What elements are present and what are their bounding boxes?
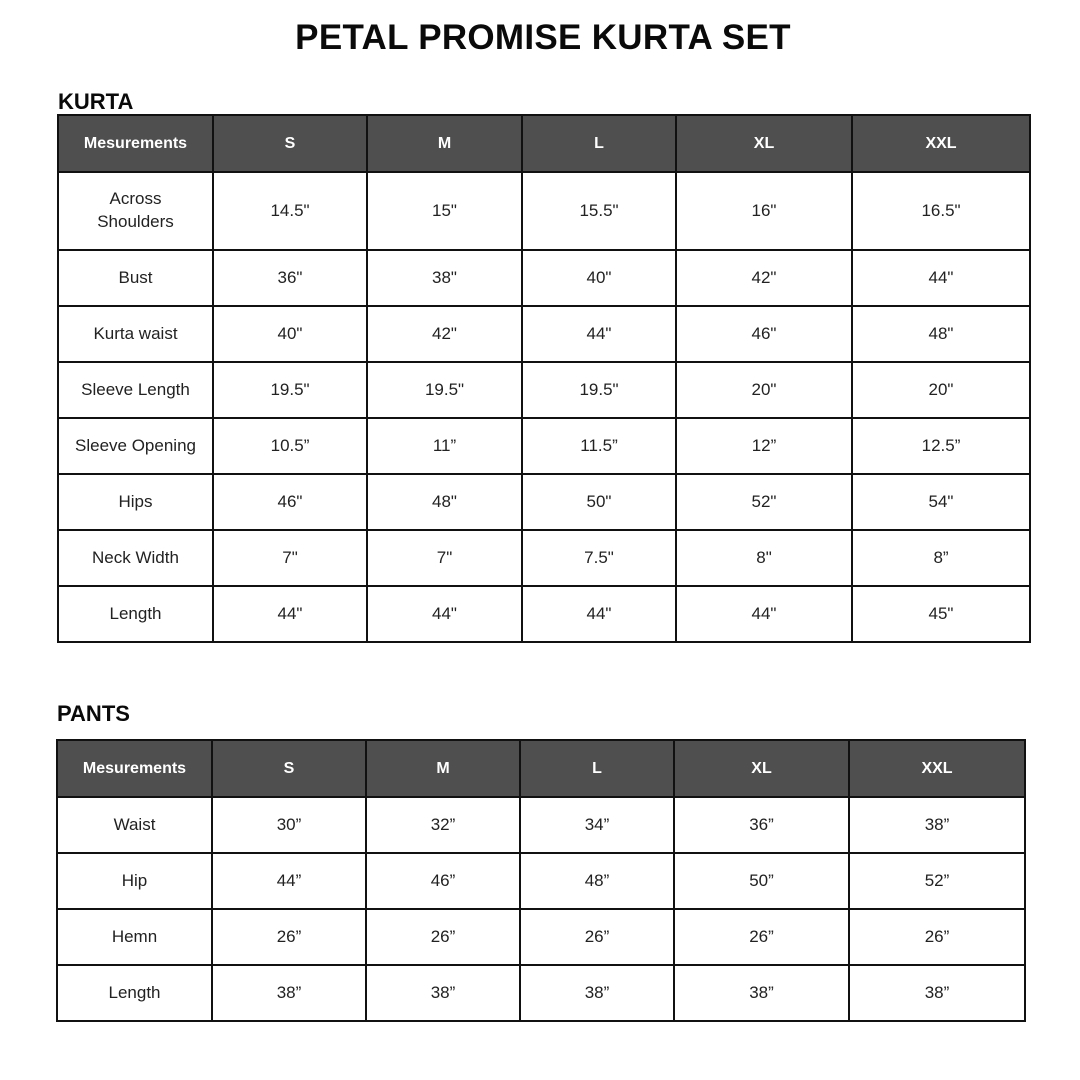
size-value-cell: 20" (852, 362, 1030, 418)
size-value-cell: 38” (849, 965, 1025, 1021)
measurement-column-header: Mesurements (57, 740, 212, 797)
size-value-cell: 19.5" (367, 362, 522, 418)
size-value-cell: 34” (520, 797, 674, 853)
size-value-cell: 42" (367, 306, 522, 362)
size-value-cell: 7" (367, 530, 522, 586)
size-value-cell: 12” (676, 418, 852, 474)
size-value-cell: 38” (366, 965, 520, 1021)
size-value-cell: 48” (520, 853, 674, 909)
kurta-header-row (58, 115, 1030, 172)
size-value-cell: 26” (520, 909, 674, 965)
size-value-cell: 26” (674, 909, 849, 965)
table-row (58, 172, 1030, 250)
table-row (57, 853, 1025, 909)
size-value-cell: 10.5” (213, 418, 367, 474)
size-value-cell: 26” (849, 909, 1025, 965)
table-row (58, 474, 1030, 530)
measurement-name-cell: Across Shoulders (58, 172, 213, 250)
measurement-name-cell: Hemn (57, 909, 212, 965)
size-value-cell: 38” (520, 965, 674, 1021)
size-column-header: M (366, 740, 520, 797)
pants-size-table (56, 739, 1026, 1022)
measurement-name-cell: Hip (57, 853, 212, 909)
size-column-header: XXL (852, 115, 1030, 172)
size-value-cell: 16" (676, 172, 852, 250)
pants-section-label: PANTS (57, 701, 130, 726)
size-column-header: XXL (849, 740, 1025, 797)
size-value-cell: 54" (852, 474, 1030, 530)
table-row (58, 530, 1030, 586)
size-value-cell: 46" (213, 474, 367, 530)
size-value-cell: 52” (849, 853, 1025, 909)
size-value-cell: 15" (367, 172, 522, 250)
table-row (58, 306, 1030, 362)
size-value-cell: 38" (367, 250, 522, 306)
size-value-cell: 44" (852, 250, 1030, 306)
table-row (57, 965, 1025, 1021)
measurement-name-cell: Kurta waist (58, 306, 213, 362)
size-value-cell: 8" (676, 530, 852, 586)
size-value-cell: 26” (212, 909, 366, 965)
size-value-cell: 8” (852, 530, 1030, 586)
measurement-name-cell: Waist (57, 797, 212, 853)
measurement-column-header: Mesurements (58, 115, 213, 172)
size-value-cell: 20" (676, 362, 852, 418)
pants-header-row (57, 740, 1025, 797)
size-value-cell: 44" (676, 586, 852, 642)
size-column-header: L (520, 740, 674, 797)
measurement-name-cell: Length (58, 586, 213, 642)
kurta-size-table (57, 114, 1031, 643)
table-row (58, 586, 1030, 642)
size-column-header: XL (674, 740, 849, 797)
size-value-cell: 32” (366, 797, 520, 853)
measurement-name-cell: Sleeve Length (58, 362, 213, 418)
table-row (58, 250, 1030, 306)
size-value-cell: 12.5” (852, 418, 1030, 474)
size-column-header: XL (676, 115, 852, 172)
page-title: PETAL PROMISE KURTA SET (295, 18, 791, 57)
size-value-cell: 30” (212, 797, 366, 853)
size-value-cell: 14.5" (213, 172, 367, 250)
size-value-cell: 50” (674, 853, 849, 909)
size-value-cell: 36" (213, 250, 367, 306)
size-value-cell: 44" (367, 586, 522, 642)
size-value-cell: 7" (213, 530, 367, 586)
table-row (57, 909, 1025, 965)
size-value-cell: 38” (849, 797, 1025, 853)
size-value-cell: 48" (852, 306, 1030, 362)
size-value-cell: 38” (212, 965, 366, 1021)
size-value-cell: 11.5” (522, 418, 676, 474)
size-value-cell: 40" (522, 250, 676, 306)
table-row (57, 797, 1025, 853)
size-value-cell: 11” (367, 418, 522, 474)
measurement-name-cell: Sleeve Opening (58, 418, 213, 474)
size-value-cell: 44" (522, 306, 676, 362)
size-value-cell: 44” (212, 853, 366, 909)
size-value-cell: 38” (674, 965, 849, 1021)
size-column-header: L (522, 115, 676, 172)
size-column-header: M (367, 115, 522, 172)
size-value-cell: 40" (213, 306, 367, 362)
measurement-name-cell: Hips (58, 474, 213, 530)
table-row (58, 362, 1030, 418)
size-value-cell: 19.5" (522, 362, 676, 418)
measurement-name-cell: Neck Width (58, 530, 213, 586)
size-value-cell: 7.5" (522, 530, 676, 586)
size-value-cell: 42" (676, 250, 852, 306)
size-value-cell: 16.5" (852, 172, 1030, 250)
size-value-cell: 52" (676, 474, 852, 530)
size-value-cell: 46" (676, 306, 852, 362)
size-value-cell: 36” (674, 797, 849, 853)
size-column-header: S (213, 115, 367, 172)
size-value-cell: 19.5" (213, 362, 367, 418)
measurement-name-cell: Length (57, 965, 212, 1021)
size-value-cell: 50" (522, 474, 676, 530)
size-value-cell: 44" (522, 586, 676, 642)
size-value-cell: 48" (367, 474, 522, 530)
size-value-cell: 26” (366, 909, 520, 965)
size-value-cell: 45" (852, 586, 1030, 642)
measurement-name-cell: Bust (58, 250, 213, 306)
size-value-cell: 15.5" (522, 172, 676, 250)
table-row (58, 418, 1030, 474)
size-value-cell: 46” (366, 853, 520, 909)
kurta-section-label: KURTA (58, 89, 134, 114)
size-column-header: S (212, 740, 366, 797)
size-value-cell: 44" (213, 586, 367, 642)
